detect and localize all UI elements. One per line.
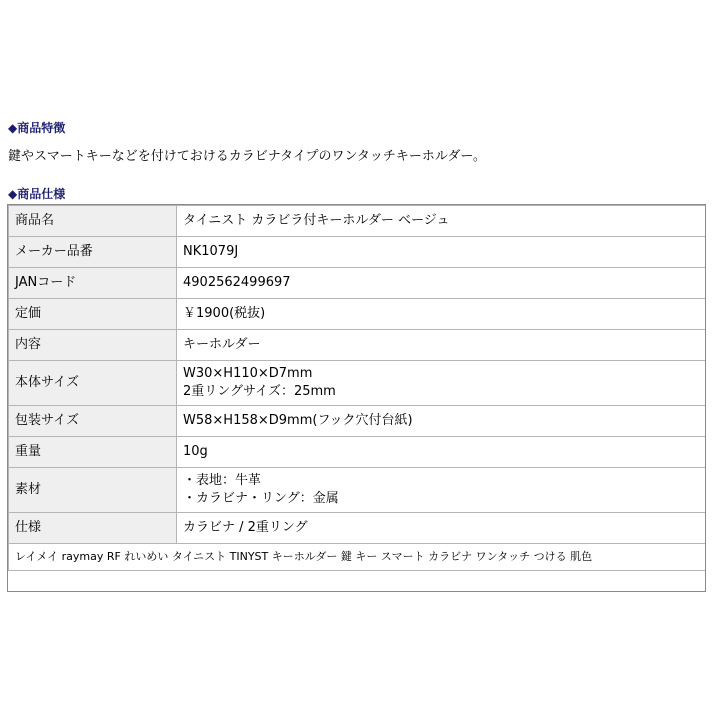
spec-label: 定価	[9, 299, 177, 330]
features-text: 鍵やスマートキーなどを付けておけるカラビナタイプのワンタッチキーホルダー。	[8, 149, 486, 164]
spec-value	[177, 468, 706, 513]
spec-label: 商品名	[9, 206, 177, 237]
spec-table	[8, 205, 706, 571]
keywords-text: レイメイ raymay RF れいめい タイニスト TINYST キーホルダー 鍵 キー スマート カラビナ ワンタッチ つける 肌色	[9, 544, 706, 571]
spec-label: メーカー品番	[9, 237, 177, 268]
spec-row-price	[9, 299, 706, 330]
spec-value-line: ￥1900(税抜)	[183, 306, 266, 321]
spec-value	[177, 361, 706, 406]
spec-label: 内容	[9, 330, 177, 361]
spec-value-line: ・表地：牛革	[183, 473, 262, 488]
spec-value-line: ・カラビナ・リング：金属	[183, 491, 339, 506]
spec-label: 素材	[9, 468, 177, 513]
spec-value	[177, 406, 706, 437]
spec-value	[177, 437, 706, 468]
spec-label: 仕様	[9, 513, 177, 544]
spec-value	[177, 513, 706, 544]
spec-value	[177, 206, 706, 237]
spec-row-specification	[9, 513, 706, 544]
spec-value	[177, 299, 706, 330]
spec-row-contents	[9, 330, 706, 361]
spec-row-body-size	[9, 361, 706, 406]
spec-label: 包装サイズ	[9, 406, 177, 437]
spec-value-line: キーホルダー	[183, 337, 261, 352]
spec-value-line: タイニスト カラビラ付キーホルダー ベージュ	[183, 213, 450, 228]
spec-label: 本体サイズ	[9, 361, 177, 406]
spec-value	[177, 330, 706, 361]
spec-value-line: NK1079J	[183, 244, 239, 259]
spec-label: JANコード	[9, 268, 177, 299]
spec-value	[177, 268, 706, 299]
spec-row-keywords	[9, 544, 706, 571]
spec-row-package-size	[9, 406, 706, 437]
spec-row-product-name	[9, 206, 706, 237]
features-heading: ◆商品特徴	[8, 121, 66, 135]
spec-value-line: 10g	[183, 444, 208, 459]
spec-label: 重量	[9, 437, 177, 468]
spec-row-weight	[9, 437, 706, 468]
spec-value-line: W58×H158×D9mm(フック穴付台紙)	[183, 413, 413, 428]
spec-value-line: W30×H110×D7mm	[183, 366, 313, 381]
spec-row-model-number	[9, 237, 706, 268]
spec-value-line: 4902562499697	[183, 275, 291, 290]
spec-row-material	[9, 468, 706, 513]
spec-value-line: カラビナ / 2重リング	[183, 520, 308, 535]
specs-heading: ◆商品仕様	[8, 187, 66, 201]
spec-row-jan-code	[9, 268, 706, 299]
spec-value	[177, 237, 706, 268]
spec-value-line: 2重リングサイズ：25mm	[183, 384, 336, 399]
